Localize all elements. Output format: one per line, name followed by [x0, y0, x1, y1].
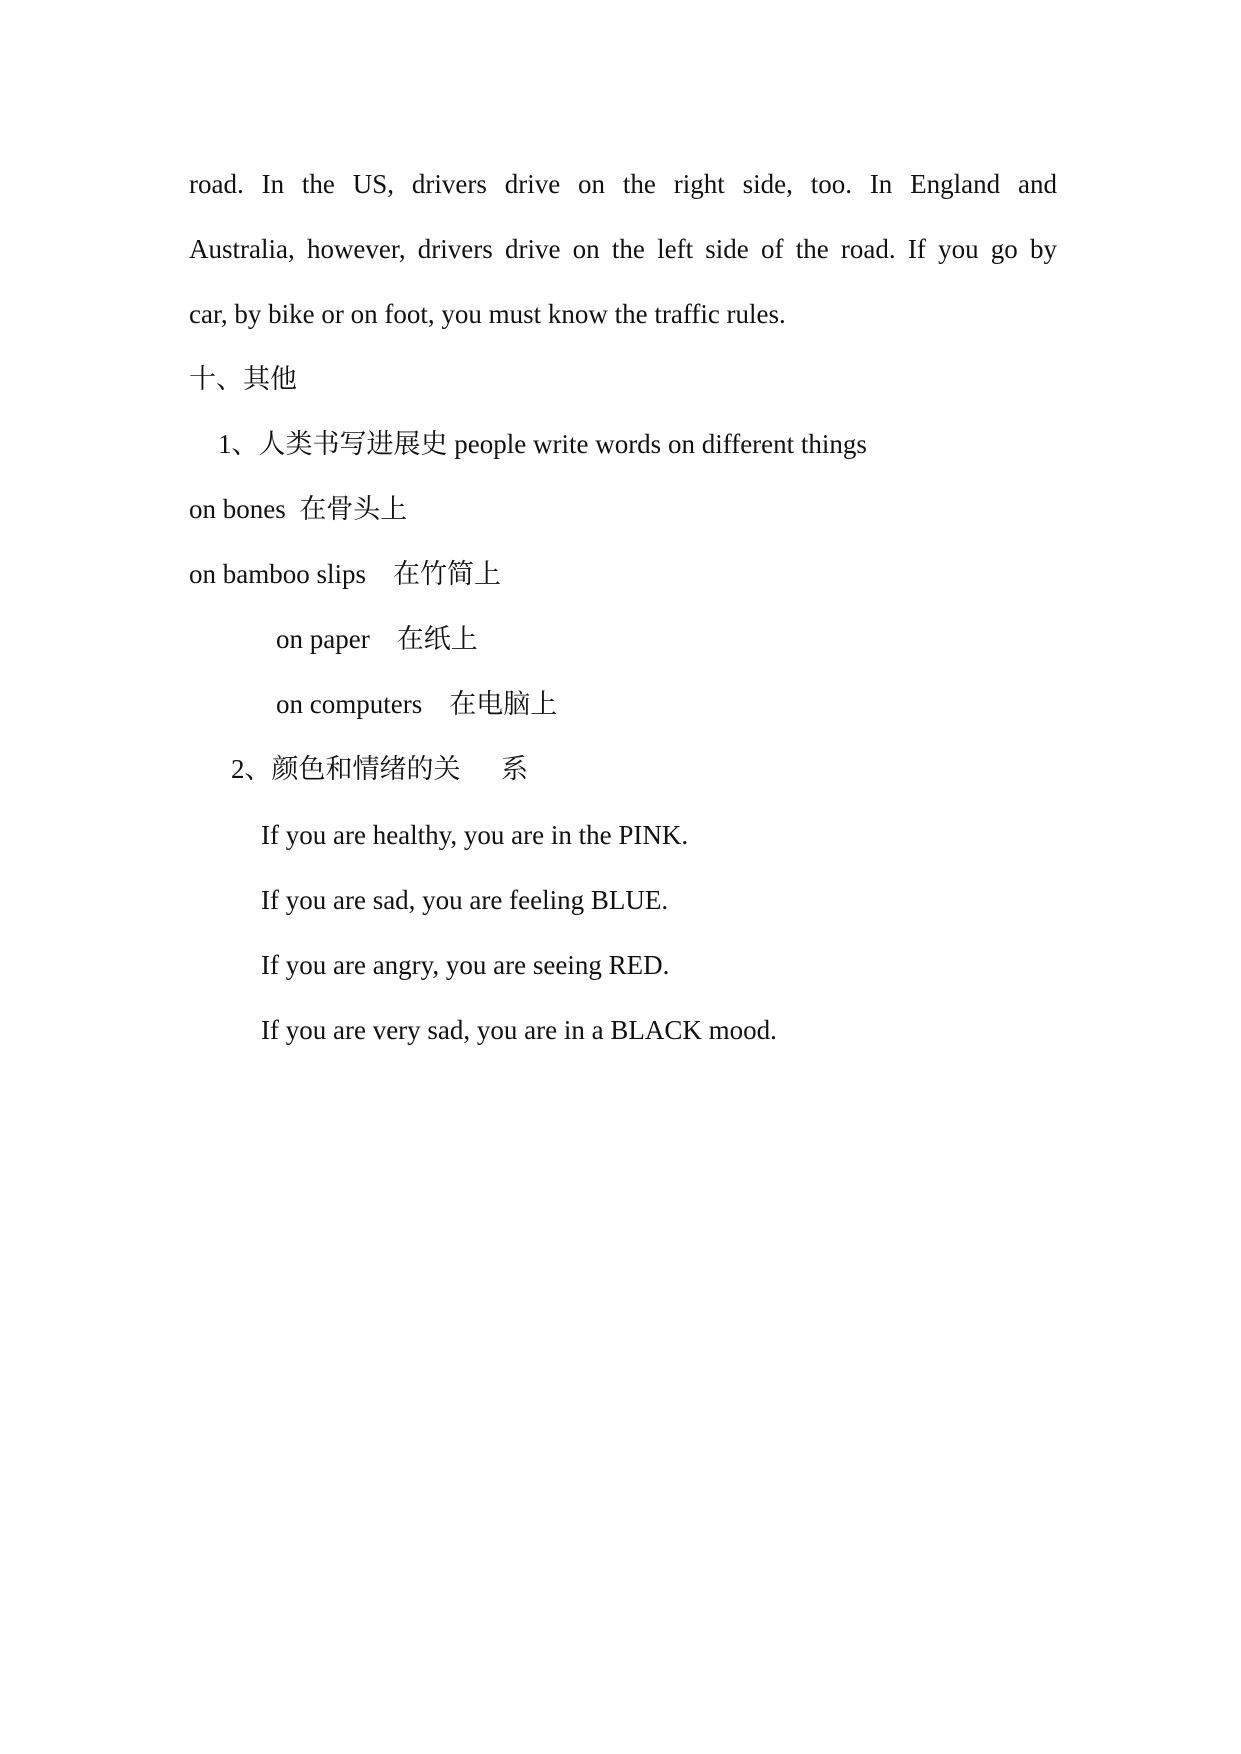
item1-line-paper: on paper 在纸上 [276, 624, 478, 654]
item2-line-pink: If you are healthy, you are in the PINK. [261, 820, 689, 850]
item1-line-computers: on computers 在电脑上 [276, 689, 558, 719]
item1-line-bones: on bones 在骨头上 [189, 494, 408, 524]
item1-line-bamboo: on bamboo slips 在竹简上 [189, 559, 502, 589]
item2-line-black: If you are very sad, you are in a BLACK mood. [261, 1015, 777, 1045]
item2-line-blue: If you are sad, you are feeling BLUE. [261, 885, 669, 915]
item2-line-red: If you are angry, you are seeing RED. [261, 950, 670, 980]
section-heading: 十、其他 [189, 364, 297, 394]
item1-title: 1、人类书写进展史 people write words on different things [218, 429, 867, 459]
paragraph-line-2: Australia, however, drivers drive on the left side of the road. If you go by [189, 234, 1057, 264]
paragraph-line-1: road. In the US, drivers drive on the right side, too. In England and [189, 169, 1057, 199]
paragraph-line-3: car, by bike or on foot, you must know the traffic rules. [189, 299, 786, 329]
item2-title: 2、颜色和情绪的关 系 [231, 754, 528, 784]
